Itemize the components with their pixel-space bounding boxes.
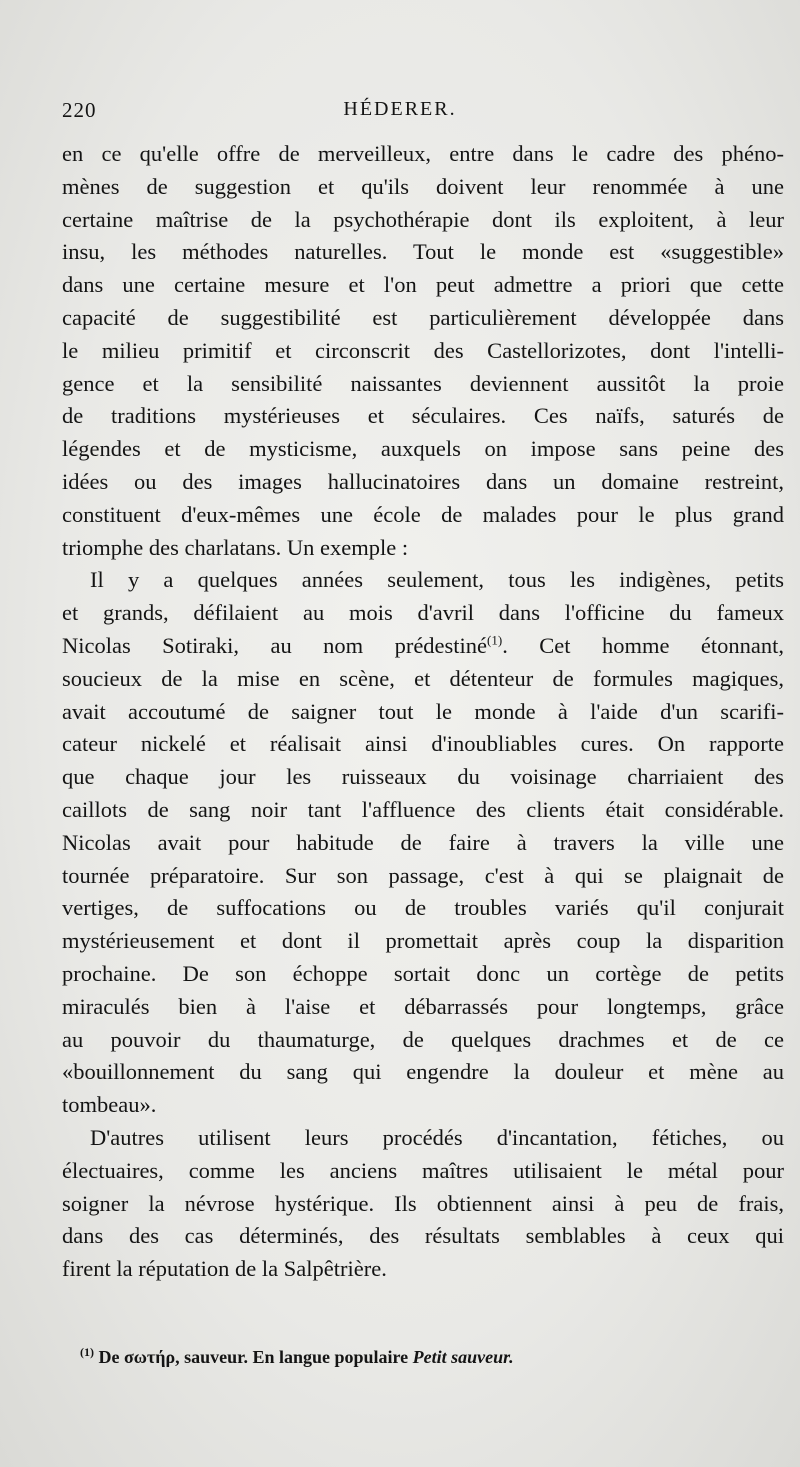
- text-line: insu, les méthodes naturelles. Tout le monde est «suggestible»: [62, 239, 784, 265]
- text-line: dans des cas déterminés, des résultats semblables à ceux qui: [62, 1223, 784, 1249]
- text-line: capacité de suggestibilité est particulièrement développée dans: [62, 304, 784, 330]
- text-line: avait accoutumé de saigner tout le monde à l'aide d'un scarifi-: [62, 698, 784, 724]
- text-line: que chaque jour les ruisseaux du voisinage charriaient des: [62, 764, 784, 790]
- text-line: prochaine. De son échoppe sortait donc un cortège de petits: [62, 960, 784, 986]
- text-segment: . Cet homme étonnant,: [502, 632, 784, 658]
- text-line: tournée préparatoire. Sur son passage, c'est à qui se plaignait de: [62, 862, 784, 888]
- text-line: en ce qu'elle offre de merveilleux, entre dans le cadre des phéno-: [62, 141, 784, 166]
- text-line: D'autres utilisent leurs procédés d'incantation, fétiches, ou: [90, 1124, 784, 1150]
- text-line: le milieu primitif et circonscrit des Castellorizotes, dont l'intelli-: [62, 337, 784, 363]
- footnote-italic-text: Petit sauveur.: [412, 1347, 514, 1367]
- text-line: idées ou des images hallucinatoires dans un domaine restreint,: [62, 468, 784, 494]
- running-head: [0, 98, 800, 132]
- text-line: Il y a quelques années seulement, tous les indigènes, petits: [90, 567, 784, 593]
- text-line: au pouvoir du thaumaturge, de quelques drachmes et de ce: [62, 1026, 784, 1052]
- page-number: 220: [62, 98, 97, 122]
- text-line: de traditions mystérieuses et séculaires. Ces naïfs, saturés de: [62, 403, 784, 429]
- text-line: caillots de sang noir tant l'affluence des clients était considérable.: [62, 796, 784, 822]
- running-title: HÉDERER.: [343, 98, 457, 120]
- text-line: électuaires, comme les anciens maîtres utilisaient le métal pour: [62, 1157, 784, 1183]
- text-line: triomphe des charlatans. Un exemple :: [62, 534, 409, 560]
- text-line: constituent d'eux-mêmes une école de malades pour le plus grand: [62, 501, 784, 527]
- text-line: vertiges, de suffocations ou de troubles variés qu'il conjurait: [62, 895, 784, 921]
- text-line: tombeau».: [62, 1092, 157, 1118]
- text-line: mystérieusement et dont il promettait après coup la disparition: [62, 928, 784, 954]
- text-line: gence et la sensibilité naissantes deviennent aussitôt la proie: [62, 370, 784, 396]
- text-line: soigner la névrose hystérique. Ils obtiennent ainsi à peu de frais,: [62, 1190, 784, 1216]
- footnote-reference: (1): [487, 632, 503, 648]
- text-line: «bouillonnement du sang qui engendre la douleur et mène au: [62, 1059, 784, 1085]
- text-line: et grands, défilaient au mois d'avril dans l'officine du fameux: [62, 600, 784, 626]
- text-line: légendes et de mysticisme, auxquels on impose sans peine des: [62, 436, 784, 462]
- text-line: firent la réputation de la Salpêtrière.: [62, 1256, 387, 1282]
- footnote: [80, 1345, 780, 1368]
- text-line: soucieux de la mise en scène, et détenteur de formules magiques,: [62, 665, 784, 691]
- text-line: miraculés bien à l'aise et débarrassés pour longtemps, grâce: [62, 993, 784, 1019]
- text-line-with-footnote-ref: [62, 630, 784, 663]
- footnote-text: De σωτήρ, sauveur. En langue populaire: [98, 1347, 409, 1367]
- body-text: [62, 138, 784, 1286]
- text-line: Nicolas avait pour habitude de faire à travers la ville une: [62, 829, 784, 855]
- text-line: cateur nickelé et réalisait ainsi d'inoubliables cures. On rapporte: [62, 731, 784, 757]
- text-line: dans une certaine mesure et l'on peut admettre a priori que cette: [62, 272, 784, 298]
- text-segment: Nicolas Sotiraki, au nom prédestiné: [62, 632, 488, 658]
- footnote-marker: (1): [80, 1345, 94, 1359]
- text-line: certaine maîtrise de la psychothérapie dont ils exploitent, à leur: [62, 206, 784, 232]
- text-line: mènes de suggestion et qu'ils doivent leur renommée à une: [62, 173, 784, 199]
